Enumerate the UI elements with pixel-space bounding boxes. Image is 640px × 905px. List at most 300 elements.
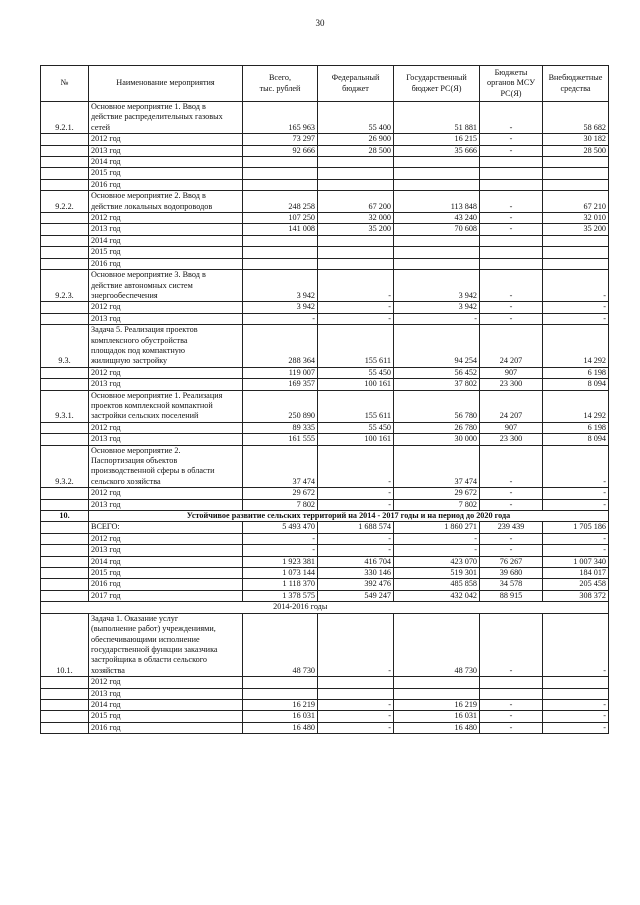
cell-total: 3 942: [243, 302, 318, 313]
cell-state: 29 672: [394, 488, 480, 499]
cell-num: 9.2.1.: [41, 102, 89, 134]
cell-msu: 907: [480, 422, 543, 433]
cell-num: [41, 699, 89, 710]
cell-name: 2013 год: [89, 434, 243, 445]
cell-name: 2012 год: [89, 677, 243, 688]
cell-state: 56 452: [394, 367, 480, 378]
cell-state: [394, 168, 480, 179]
cell-name: 2012 год: [89, 533, 243, 544]
cell-num: [41, 179, 89, 190]
cell-name: 2013 год: [89, 313, 243, 324]
cell-total: [243, 688, 318, 699]
cell-num: 9.2.2.: [41, 191, 89, 213]
cell-name: Основное мероприятие 2. Паспортизация объектов производственной сферы в области сельского хозяйства: [89, 445, 243, 488]
cell-name: 2013 год: [89, 545, 243, 556]
cell-total: [243, 677, 318, 688]
cell-federal: 100 161: [318, 434, 394, 445]
cell-name: 2014 год: [89, 699, 243, 710]
cell-federal: -: [318, 545, 394, 556]
cell-msu: 24 207: [480, 390, 543, 422]
cell-federal: 55 400: [318, 102, 394, 134]
cell-total: [243, 258, 318, 269]
cell-offbudget: 58 682: [543, 102, 609, 134]
cell-num: [41, 168, 89, 179]
cell-name: 2013 год: [89, 688, 243, 699]
cell-total: 16 219: [243, 699, 318, 710]
cell-total: 89 335: [243, 422, 318, 433]
table-row: [41, 422, 609, 433]
cell-federal: 55 450: [318, 422, 394, 433]
cell-federal: 1 688 574: [318, 522, 394, 533]
cell-total: 165 963: [243, 102, 318, 134]
table-row: [41, 613, 609, 676]
table-row: [41, 499, 609, 510]
cell-total: 161 555: [243, 434, 318, 445]
cell-num: [41, 258, 89, 269]
cell-federal: [318, 179, 394, 190]
cell-msu: -: [480, 302, 543, 313]
cell-total: -: [243, 533, 318, 544]
section-title: Устойчивое развитие сельских территорий на 2014 - 2017 годы и на период до 2020 года: [89, 511, 609, 522]
cell-federal: 416 704: [318, 556, 394, 567]
cell-msu: -: [480, 224, 543, 235]
cell-num: [41, 379, 89, 390]
cell-msu: [480, 258, 543, 269]
cell-federal: 549 247: [318, 590, 394, 601]
cell-state: [394, 688, 480, 699]
cell-state: 43 240: [394, 213, 480, 224]
cell-num: [41, 722, 89, 733]
cell-federal: [318, 157, 394, 168]
cell-federal: [318, 677, 394, 688]
cell-offbudget: 8 094: [543, 379, 609, 390]
cell-name: 2013 год: [89, 499, 243, 510]
cell-federal: 100 161: [318, 379, 394, 390]
cell-offbudget: -: [543, 270, 609, 302]
cell-federal: -: [318, 313, 394, 324]
cell-total: [243, 247, 318, 258]
cell-state: 56 780: [394, 390, 480, 422]
cell-name: 2017 год: [89, 590, 243, 601]
cell-total: 1 923 381: [243, 556, 318, 567]
cell-num: [41, 134, 89, 145]
table-row: [41, 134, 609, 145]
cell-offbudget: 28 500: [543, 145, 609, 156]
table-row: [41, 313, 609, 324]
cell-total: 29 672: [243, 488, 318, 499]
cell-num: [41, 313, 89, 324]
cell-num: [41, 235, 89, 246]
cell-name: 2014 год: [89, 157, 243, 168]
cell-msu: 88 915: [480, 590, 543, 601]
table-row: [41, 434, 609, 445]
cell-offbudget: 35 200: [543, 224, 609, 235]
cell-msu: -: [480, 488, 543, 499]
table-row: [41, 157, 609, 168]
cell-offbudget: -: [543, 699, 609, 710]
cell-offbudget: -: [543, 313, 609, 324]
cell-offbudget: 32 010: [543, 213, 609, 224]
cell-total: 248 258: [243, 191, 318, 213]
cell-msu: -: [480, 102, 543, 134]
cell-total: -: [243, 545, 318, 556]
cell-name: Задача 5. Реализация проектов комплексного обустройства площадок под компактную жилищную застройку: [89, 325, 243, 368]
table-row: [41, 590, 609, 601]
cell-total: 107 250: [243, 213, 318, 224]
cell-name: 2013 год: [89, 145, 243, 156]
cell-offbudget: -: [543, 445, 609, 488]
cell-federal: -: [318, 270, 394, 302]
cell-state: -: [394, 313, 480, 324]
cell-federal: -: [318, 499, 394, 510]
cell-msu: -: [480, 499, 543, 510]
header-total: Всего, тыс. рублей: [243, 66, 318, 102]
table-row: [41, 488, 609, 499]
cell-name: 2015 год: [89, 711, 243, 722]
cell-num: [41, 556, 89, 567]
cell-state: 519 301: [394, 568, 480, 579]
cell-total: 37 474: [243, 445, 318, 488]
table-row: [41, 677, 609, 688]
cell-total: 7 802: [243, 499, 318, 510]
cell-name: Основное мероприятие 1. Реализация проектов комплексной компактной застройки сельских поселений: [89, 390, 243, 422]
cell-offbudget: -: [543, 533, 609, 544]
cell-name: Основное мероприятие 2. Ввод в действие локальных водопроводов: [89, 191, 243, 213]
table-row: [41, 556, 609, 567]
cell-offbudget: -: [543, 499, 609, 510]
cell-federal: [318, 247, 394, 258]
cell-msu: -: [480, 270, 543, 302]
cell-state: 3 942: [394, 302, 480, 313]
cell-name: 2015 год: [89, 568, 243, 579]
cell-name: Задача 1. Оказание услуг (выполнение работ) учреждениями, обеспечивающими исполнение государственной функции заказчика застройщика в области сельского хозяйства: [89, 613, 243, 676]
cell-state: 16 031: [394, 711, 480, 722]
cell-state: 16 219: [394, 699, 480, 710]
table-row: [41, 579, 609, 590]
table-row: [41, 325, 609, 368]
cell-federal: 26 900: [318, 134, 394, 145]
cell-state: 94 254: [394, 325, 480, 368]
cell-msu: [480, 688, 543, 699]
cell-total: 1 073 144: [243, 568, 318, 579]
cell-name: 2016 год: [89, 179, 243, 190]
table-row: [41, 533, 609, 544]
cell-name: 2015 год: [89, 247, 243, 258]
cell-total: 73 297: [243, 134, 318, 145]
cell-msu: 76 267: [480, 556, 543, 567]
cell-state: 26 780: [394, 422, 480, 433]
cell-total: 1 118 370: [243, 579, 318, 590]
cell-federal: -: [318, 533, 394, 544]
table-row: [41, 568, 609, 579]
cell-name: 2016 год: [89, 722, 243, 733]
cell-total: 141 008: [243, 224, 318, 235]
cell-num: [41, 157, 89, 168]
cell-total: -: [243, 313, 318, 324]
cell-state: 3 942: [394, 270, 480, 302]
header-num: №: [41, 66, 89, 102]
cell-federal: [318, 258, 394, 269]
cell-offbudget: 184 017: [543, 568, 609, 579]
cell-num: [41, 422, 89, 433]
cell-name: 2012 год: [89, 367, 243, 378]
cell-federal: 67 200: [318, 191, 394, 213]
cell-total: 16 031: [243, 711, 318, 722]
table-row: [41, 688, 609, 699]
header-name: Наименование мероприятия: [89, 66, 243, 102]
cell-num: 10.1.: [41, 613, 89, 676]
cell-name: 2012 год: [89, 213, 243, 224]
cell-federal: -: [318, 302, 394, 313]
cell-name: 2014 год: [89, 235, 243, 246]
cell-state: -: [394, 533, 480, 544]
cell-state: 16 480: [394, 722, 480, 733]
cell-msu: 907: [480, 367, 543, 378]
cell-total: 3 942: [243, 270, 318, 302]
cell-state: 432 042: [394, 590, 480, 601]
cell-offbudget: [543, 688, 609, 699]
cell-offbudget: 67 210: [543, 191, 609, 213]
cell-name: Основное мероприятие 3. Ввод в действие автономных систем энергообеспечения: [89, 270, 243, 302]
cell-federal: 155 611: [318, 325, 394, 368]
cell-name: 2016 год: [89, 258, 243, 269]
cell-offbudget: 14 292: [543, 325, 609, 368]
cell-num: [41, 579, 89, 590]
cell-name: ВСЕГО:: [89, 522, 243, 533]
cell-msu: [480, 179, 543, 190]
cell-offbudget: 1 705 186: [543, 522, 609, 533]
table-row: [41, 270, 609, 302]
cell-total: 92 666: [243, 145, 318, 156]
cell-total: 48 730: [243, 613, 318, 676]
table-row: [41, 379, 609, 390]
cell-num: 9.3.2.: [41, 445, 89, 488]
cell-state: 51 881: [394, 102, 480, 134]
cell-offbudget: 8 094: [543, 434, 609, 445]
table-row: [41, 224, 609, 235]
cell-name: 2014 год: [89, 556, 243, 567]
cell-offbudget: -: [543, 711, 609, 722]
cell-msu: 23 300: [480, 434, 543, 445]
cell-name: 2012 год: [89, 422, 243, 433]
table-row: [41, 390, 609, 422]
cell-msu: -: [480, 722, 543, 733]
cell-total: [243, 235, 318, 246]
subsection-title: 2014-2016 годы: [89, 602, 609, 613]
table-row: [41, 191, 609, 213]
cell-msu: 39 680: [480, 568, 543, 579]
cell-msu: [480, 157, 543, 168]
cell-name: 2016 год: [89, 579, 243, 590]
header-federal: Федеральный бюджет: [318, 66, 394, 102]
cell-name: 2013 год: [89, 224, 243, 235]
header-state: Государственный бюджет РС(Я): [394, 66, 480, 102]
cell-federal: -: [318, 711, 394, 722]
cell-offbudget: [543, 258, 609, 269]
cell-num: [41, 247, 89, 258]
cell-federal: -: [318, 722, 394, 733]
cell-msu: [480, 168, 543, 179]
cell-federal: 55 450: [318, 367, 394, 378]
cell-num: [41, 711, 89, 722]
cell-federal: 330 146: [318, 568, 394, 579]
cell-state: [394, 247, 480, 258]
cell-offbudget: 1 007 340: [543, 556, 609, 567]
table-row: [41, 699, 609, 710]
cell-total: [243, 157, 318, 168]
cell-num: [41, 533, 89, 544]
cell-num: 9.2.3.: [41, 270, 89, 302]
cell-federal: 35 200: [318, 224, 394, 235]
cell-msu: [480, 677, 543, 688]
cell-msu: -: [480, 313, 543, 324]
cell-state: 48 730: [394, 613, 480, 676]
cell-federal: -: [318, 445, 394, 488]
cell-num: [41, 145, 89, 156]
header-row: [41, 66, 609, 102]
cell-state: [394, 179, 480, 190]
cell-offbudget: 6 198: [543, 422, 609, 433]
cell-federal: -: [318, 699, 394, 710]
table-row: [41, 445, 609, 488]
header-msu: Бюджеты органов МСУ РС(Я): [480, 66, 543, 102]
section-number: 10.: [41, 511, 89, 522]
cell-state: [394, 258, 480, 269]
cell-msu: -: [480, 699, 543, 710]
cell-num: [41, 590, 89, 601]
cell-offbudget: [543, 168, 609, 179]
cell-state: 16 215: [394, 134, 480, 145]
cell-offbudget: 30 182: [543, 134, 609, 145]
cell-offbudget: 6 198: [543, 367, 609, 378]
cell-offbudget: [543, 677, 609, 688]
cell-federal: 392 476: [318, 579, 394, 590]
cell-num: [41, 499, 89, 510]
cell-federal: [318, 235, 394, 246]
cell-offbudget: [543, 179, 609, 190]
cell-name: 2012 год: [89, 488, 243, 499]
cell-msu: 24 207: [480, 325, 543, 368]
cell-num: [41, 545, 89, 556]
table-row: [41, 545, 609, 556]
cell-msu: 23 300: [480, 379, 543, 390]
cell-msu: 34 578: [480, 579, 543, 590]
cell-msu: -: [480, 613, 543, 676]
subsection-row: [41, 602, 609, 613]
cell-federal: 28 500: [318, 145, 394, 156]
table-row: [41, 522, 609, 533]
table-row: [41, 145, 609, 156]
cell-total: 169 357: [243, 379, 318, 390]
cell-msu: -: [480, 533, 543, 544]
cell-name: Основное мероприятие 1. Ввод в действие распределительных газовых сетей: [89, 102, 243, 134]
cell-state: 70 608: [394, 224, 480, 235]
cell-num: [41, 434, 89, 445]
cell-total: 5 493 470: [243, 522, 318, 533]
cell-state: [394, 677, 480, 688]
cell-msu: [480, 235, 543, 246]
table-row: [41, 258, 609, 269]
table-row: [41, 711, 609, 722]
cell-num: [41, 488, 89, 499]
table-row: [41, 302, 609, 313]
cell-msu: -: [480, 145, 543, 156]
cell-num: 9.3.: [41, 325, 89, 368]
cell-msu: -: [480, 711, 543, 722]
cell-state: 35 666: [394, 145, 480, 156]
cell-num: 9.3.1.: [41, 390, 89, 422]
cell-federal: 155 611: [318, 390, 394, 422]
cell-offbudget: [543, 247, 609, 258]
table-row: [41, 168, 609, 179]
cell-federal: -: [318, 613, 394, 676]
table-row: [41, 367, 609, 378]
cell-offbudget: [543, 157, 609, 168]
cell-num: [41, 367, 89, 378]
cell-msu: 239 439: [480, 522, 543, 533]
table-row: [41, 213, 609, 224]
cell-offbudget: [543, 235, 609, 246]
cell-num: [41, 213, 89, 224]
table-row: [41, 722, 609, 733]
cell-federal: [318, 688, 394, 699]
cell-num: [41, 522, 89, 533]
cell-total: 288 364: [243, 325, 318, 368]
cell-offbudget: -: [543, 613, 609, 676]
page-number: 30: [315, 18, 325, 28]
cell-offbudget: 308 372: [543, 590, 609, 601]
cell-num: [41, 302, 89, 313]
cell-state: 1 860 271: [394, 522, 480, 533]
cell-state: 485 858: [394, 579, 480, 590]
cell-msu: -: [480, 545, 543, 556]
cell-federal: -: [318, 488, 394, 499]
cell-offbudget: 205 458: [543, 579, 609, 590]
cell-msu: -: [480, 445, 543, 488]
cell-state: 7 802: [394, 499, 480, 510]
table-row: [41, 179, 609, 190]
cell-offbudget: -: [543, 722, 609, 733]
cell-total: 119 007: [243, 367, 318, 378]
table-row: [41, 247, 609, 258]
cell-msu: -: [480, 213, 543, 224]
cell-num: [41, 568, 89, 579]
cell-state: [394, 235, 480, 246]
cell-name: 2012 год: [89, 302, 243, 313]
cell-state: 113 848: [394, 191, 480, 213]
cell-num: [41, 688, 89, 699]
cell-offbudget: -: [543, 545, 609, 556]
cell-msu: [480, 247, 543, 258]
cell-name: 2012 год: [89, 134, 243, 145]
cell-federal: [318, 168, 394, 179]
cell-total: 250 890: [243, 390, 318, 422]
table-row: [41, 235, 609, 246]
cell-state: -: [394, 545, 480, 556]
cell-total: 1 378 575: [243, 590, 318, 601]
cell-offbudget: -: [543, 488, 609, 499]
cell-federal: 32 000: [318, 213, 394, 224]
cell-offbudget: -: [543, 302, 609, 313]
cell-name: 2013 год: [89, 379, 243, 390]
cell-num: [41, 224, 89, 235]
header-offbudget: Внебюджетные средства: [543, 66, 609, 102]
cell-total: [243, 168, 318, 179]
cell-msu: -: [480, 191, 543, 213]
cell-state: 423 070: [394, 556, 480, 567]
cell-total: [243, 179, 318, 190]
cell-state: 30 000: [394, 434, 480, 445]
